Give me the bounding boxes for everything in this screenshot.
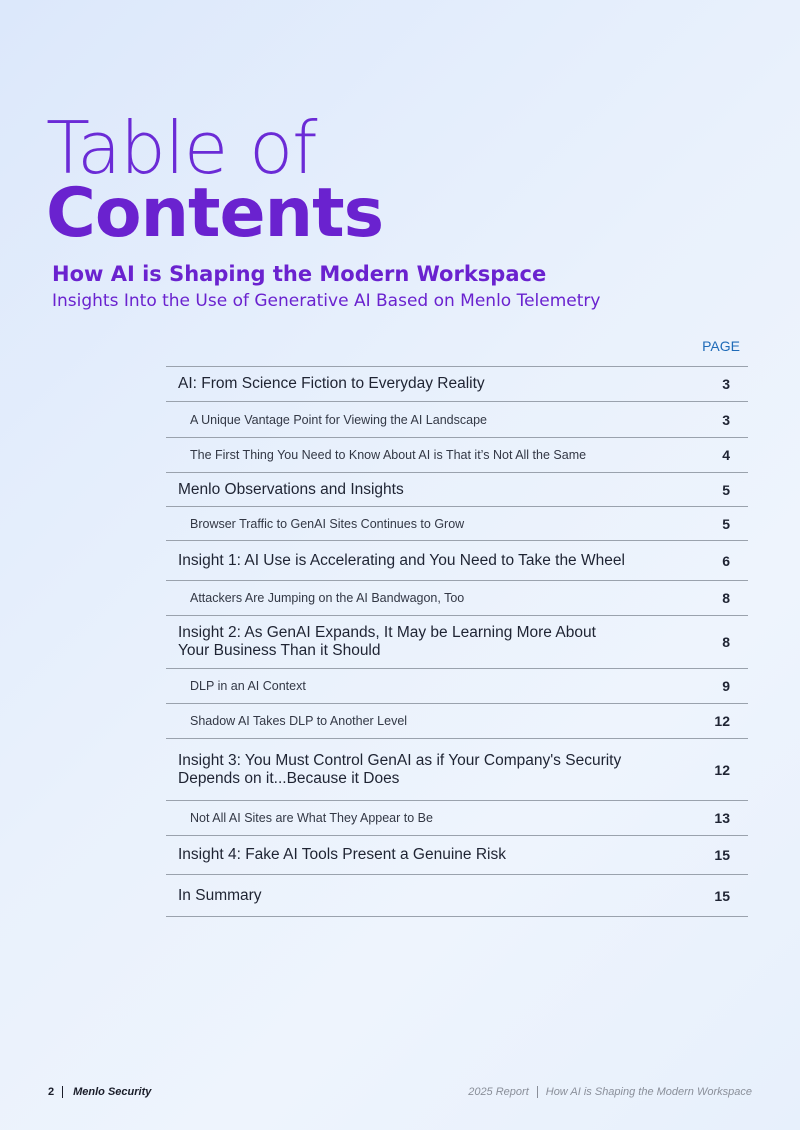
report-tagline: Insights Into the Use of Generative AI Based on Menlo Telemetry <box>52 291 601 311</box>
footer-report: 2025 Report <box>468 1086 529 1098</box>
toc-subentry[interactable] <box>166 438 748 473</box>
toc-entry[interactable] <box>166 541 748 581</box>
toc-entry-label: In Summary <box>178 886 262 904</box>
toc-subentry-label: A Unique Vantage Point for Viewing the AI Landscape <box>190 412 487 427</box>
footer-divider <box>62 1086 63 1098</box>
toc-entry[interactable] <box>166 875 748 917</box>
toc-entry-page: 8 <box>722 634 730 650</box>
toc-entry-page: 6 <box>722 552 730 569</box>
footer-page-number: 2 <box>48 1086 55 1098</box>
toc-subentry[interactable] <box>166 801 748 836</box>
toc-entry-page: 15 <box>714 847 730 863</box>
toc-subentry-label: Browser Traffic to GenAI Sites Continues to Grow <box>190 516 465 531</box>
toc-entry-page: 5 <box>722 481 730 498</box>
footer-company: Menlo Security <box>73 1086 152 1098</box>
toc-entry-label: Insight 2: As GenAI Expands, It May be Learning More About Your Business Than it Should <box>178 624 596 659</box>
toc-subentry-page: 5 <box>722 515 730 532</box>
toc-subentry-page: 8 <box>722 590 730 606</box>
toc-entry-page: 3 <box>722 376 730 392</box>
toc-subentry-page: 3 <box>722 411 730 428</box>
page-column-header: PAGE <box>702 338 740 354</box>
toc-subentry-label: The First Thing You Need to Know About AI is That it’s Not All the Same <box>190 448 587 462</box>
toc-entry[interactable] <box>166 616 748 669</box>
toc-subentry[interactable] <box>166 581 748 616</box>
toc-subentry-label: Attackers Are Jumping on the AI Bandwagon, Too <box>190 591 465 605</box>
toc-subentry[interactable] <box>166 669 748 704</box>
toc-entry-label: Insight 1: AI Use is Accelerating and You Need to Take the Wheel <box>178 551 625 569</box>
footer-left <box>48 1086 151 1098</box>
footer-divider <box>537 1086 538 1098</box>
toc-subentry-label: Shadow AI Takes DLP to Another Level <box>190 714 408 728</box>
toc-entry-label: Insight 4: Fake AI Tools Present a Genuine Risk <box>178 846 506 863</box>
toc-entry[interactable] <box>166 473 748 507</box>
toc-subentry-page: 4 <box>722 447 730 463</box>
toc-entry-page: 12 <box>714 761 730 778</box>
page-title-line1: Table of <box>46 106 317 190</box>
toc-entry[interactable] <box>166 367 748 402</box>
toc-subentry[interactable] <box>166 507 748 541</box>
toc-subentry[interactable] <box>166 402 748 438</box>
toc-subentry[interactable] <box>166 704 748 739</box>
toc-subentry-label: DLP in an AI Context <box>190 679 306 693</box>
report-subtitle: How AI is Shaping the Modern Workspace <box>52 262 547 286</box>
toc-entry-label: AI: From Science Fiction to Everyday Reality <box>178 375 485 392</box>
toc-entry-page: 15 <box>714 887 730 904</box>
footer-report-title: How AI is Shaping the Modern Workspace <box>545 1086 752 1098</box>
toc-entry[interactable] <box>166 739 748 801</box>
page-title-line2: Contents <box>46 174 384 253</box>
footer-right <box>468 1086 752 1098</box>
toc-subentry-page: 13 <box>714 810 730 826</box>
toc-subentry-page: 9 <box>722 678 730 694</box>
toc-subentry-page: 12 <box>714 713 730 729</box>
toc-entry-label: Menlo Observations and Insights <box>178 480 404 498</box>
table-of-contents <box>166 366 748 917</box>
toc-entry-label: Insight 3: You Must Control GenAI as if Your Company's Security Depends on it...Because it Does <box>178 751 622 787</box>
toc-subentry-label: Not All AI Sites are What They Appear to Be <box>190 811 433 825</box>
toc-entry[interactable] <box>166 836 748 875</box>
